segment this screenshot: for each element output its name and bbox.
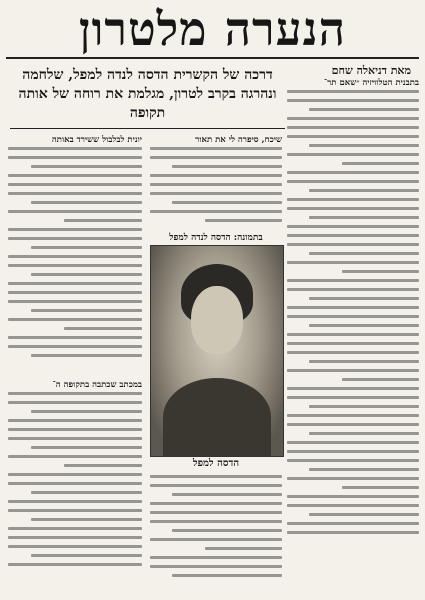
untranscribed-line — [31, 246, 142, 249]
untranscribed-line — [150, 210, 282, 213]
untranscribed-line — [8, 500, 142, 503]
untranscribed-line — [31, 554, 142, 557]
untranscribed-line — [8, 156, 142, 159]
portrait-body — [163, 378, 271, 456]
untranscribed-line — [309, 144, 419, 147]
untranscribed-line — [287, 153, 419, 156]
untranscribed-line — [287, 414, 419, 417]
untranscribed-line — [8, 428, 142, 431]
untranscribed-line — [287, 504, 419, 507]
headline-rule — [6, 57, 419, 59]
untranscribed-line — [287, 315, 419, 318]
untranscribed-line — [172, 493, 282, 496]
untranscribed-line — [31, 518, 142, 521]
article-column-1-text — [287, 90, 419, 534]
untranscribed-line — [31, 491, 142, 494]
untranscribed-line — [31, 201, 142, 204]
untranscribed-line — [287, 117, 419, 120]
untranscribed-line — [287, 450, 419, 453]
article-column-2 — [150, 135, 282, 230]
untranscribed-line — [287, 396, 419, 399]
untranscribed-line — [287, 288, 419, 291]
untranscribed-line — [31, 165, 142, 168]
untranscribed-line — [31, 309, 142, 312]
untranscribed-line — [287, 90, 419, 93]
untranscribed-line — [8, 147, 142, 150]
portrait-face — [191, 286, 243, 354]
untranscribed-line — [8, 264, 142, 267]
article-column-2-start: שיכח, סיפרה לי את תאור — [195, 135, 282, 145]
untranscribed-line — [287, 180, 419, 183]
untranscribed-line — [150, 565, 282, 568]
untranscribed-line — [150, 174, 282, 177]
untranscribed-line — [150, 156, 282, 159]
untranscribed-line — [342, 486, 419, 489]
untranscribed-line — [287, 225, 419, 228]
untranscribed-line — [8, 482, 142, 485]
untranscribed-line — [287, 135, 419, 138]
untranscribed-line — [150, 538, 282, 541]
untranscribed-line — [31, 273, 142, 276]
untranscribed-line — [31, 410, 142, 413]
untranscribed-line — [309, 216, 419, 219]
untranscribed-line — [172, 201, 282, 204]
untranscribed-line — [205, 219, 282, 222]
untranscribed-line — [287, 306, 419, 309]
untranscribed-line — [64, 464, 142, 467]
untranscribed-line — [309, 468, 419, 471]
untranscribed-line — [8, 300, 142, 303]
untranscribed-line — [8, 174, 142, 177]
untranscribed-line — [8, 318, 142, 321]
untranscribed-line — [309, 360, 419, 363]
untranscribed-line — [287, 207, 419, 210]
untranscribed-line — [172, 529, 282, 532]
untranscribed-line — [8, 237, 142, 240]
untranscribed-line — [8, 563, 142, 566]
subheadline: דרכה של הקשרית הדסה לנדה למפל, שלחמה ונהרגה בקרב לטרון, מגלמת את רוחה של אותה תקופה — [18, 67, 277, 121]
article-column-3-bottom — [8, 380, 142, 593]
untranscribed-line — [287, 495, 419, 498]
untranscribed-line — [8, 527, 142, 530]
untranscribed-line — [64, 327, 142, 330]
untranscribed-line — [8, 336, 142, 339]
untranscribed-line — [287, 126, 419, 129]
article-column-3-bottom-text — [8, 392, 142, 566]
untranscribed-line — [287, 477, 419, 480]
untranscribed-line — [309, 513, 419, 516]
article-column-2-bottom-text — [150, 475, 282, 577]
untranscribed-line — [287, 333, 419, 336]
untranscribed-line — [342, 162, 419, 165]
untranscribed-line — [150, 147, 282, 150]
untranscribed-line — [287, 369, 419, 372]
untranscribed-line — [8, 419, 142, 422]
untranscribed-line — [205, 547, 282, 550]
untranscribed-line — [287, 234, 419, 237]
untranscribed-line — [8, 282, 142, 285]
untranscribed-line — [150, 475, 282, 478]
article-column-1 — [287, 78, 419, 593]
untranscribed-line — [8, 401, 142, 404]
untranscribed-line — [8, 455, 142, 458]
untranscribed-line — [172, 574, 282, 577]
portrait-photo — [150, 245, 284, 457]
untranscribed-line — [8, 210, 142, 213]
untranscribed-line — [150, 192, 282, 195]
untranscribed-line — [287, 351, 419, 354]
untranscribed-line — [8, 509, 142, 512]
untranscribed-line — [287, 171, 419, 174]
article-column-3 — [8, 135, 142, 375]
untranscribed-line — [8, 392, 142, 395]
untranscribed-line — [309, 252, 419, 255]
untranscribed-line — [150, 511, 282, 514]
untranscribed-line — [309, 297, 419, 300]
untranscribed-line — [8, 473, 142, 476]
untranscribed-line — [309, 108, 419, 111]
untranscribed-line — [172, 165, 282, 168]
untranscribed-line — [8, 228, 142, 231]
untranscribed-line — [287, 387, 419, 390]
untranscribed-line — [8, 192, 142, 195]
headline: הנערה מלטרון — [78, 2, 347, 56]
article-column-3-bottom-start: במכתב שכתבה בתקופה ה־ — [52, 380, 142, 390]
untranscribed-line — [309, 189, 419, 192]
untranscribed-line — [287, 531, 419, 534]
article-column-3-text — [8, 147, 142, 357]
untranscribed-line — [31, 446, 142, 449]
untranscribed-line — [309, 324, 419, 327]
photo-caption: הדסה למפל — [192, 458, 240, 469]
article-column-2-text — [150, 147, 282, 222]
untranscribed-line — [150, 183, 282, 186]
byline: מאת דניאלה שחם — [331, 64, 411, 77]
untranscribed-line — [150, 556, 282, 559]
article-column-2-bottom — [150, 475, 282, 593]
untranscribed-line — [31, 354, 142, 357]
article-column-1-start: בתבנית הטלוויזיה ״שאם תר־ — [323, 78, 419, 88]
untranscribed-line — [287, 261, 419, 264]
untranscribed-line — [287, 198, 419, 201]
untranscribed-line — [150, 520, 282, 523]
subhead-rule — [10, 128, 285, 129]
untranscribed-line — [342, 378, 419, 381]
untranscribed-line — [287, 441, 419, 444]
untranscribed-line — [287, 243, 419, 246]
untranscribed-line — [150, 502, 282, 505]
untranscribed-line — [8, 345, 142, 348]
untranscribed-line — [309, 405, 419, 408]
untranscribed-line — [287, 459, 419, 462]
untranscribed-line — [287, 423, 419, 426]
untranscribed-line — [342, 270, 419, 273]
untranscribed-line — [8, 255, 142, 258]
untranscribed-line — [287, 99, 419, 102]
untranscribed-line — [309, 432, 419, 435]
untranscribed-line — [64, 219, 142, 222]
untranscribed-line — [287, 342, 419, 345]
untranscribed-line — [287, 522, 419, 525]
photo-credit: בתמונה: הדסה לנדה למפל — [169, 233, 263, 243]
untranscribed-line — [8, 437, 142, 440]
untranscribed-line — [8, 545, 142, 548]
untranscribed-line — [8, 536, 142, 539]
untranscribed-line — [8, 291, 142, 294]
untranscribed-line — [8, 183, 142, 186]
article-column-3-start: יונית לבלבול ששירד באותה — [51, 135, 142, 145]
untranscribed-line — [150, 484, 282, 487]
untranscribed-line — [287, 279, 419, 282]
